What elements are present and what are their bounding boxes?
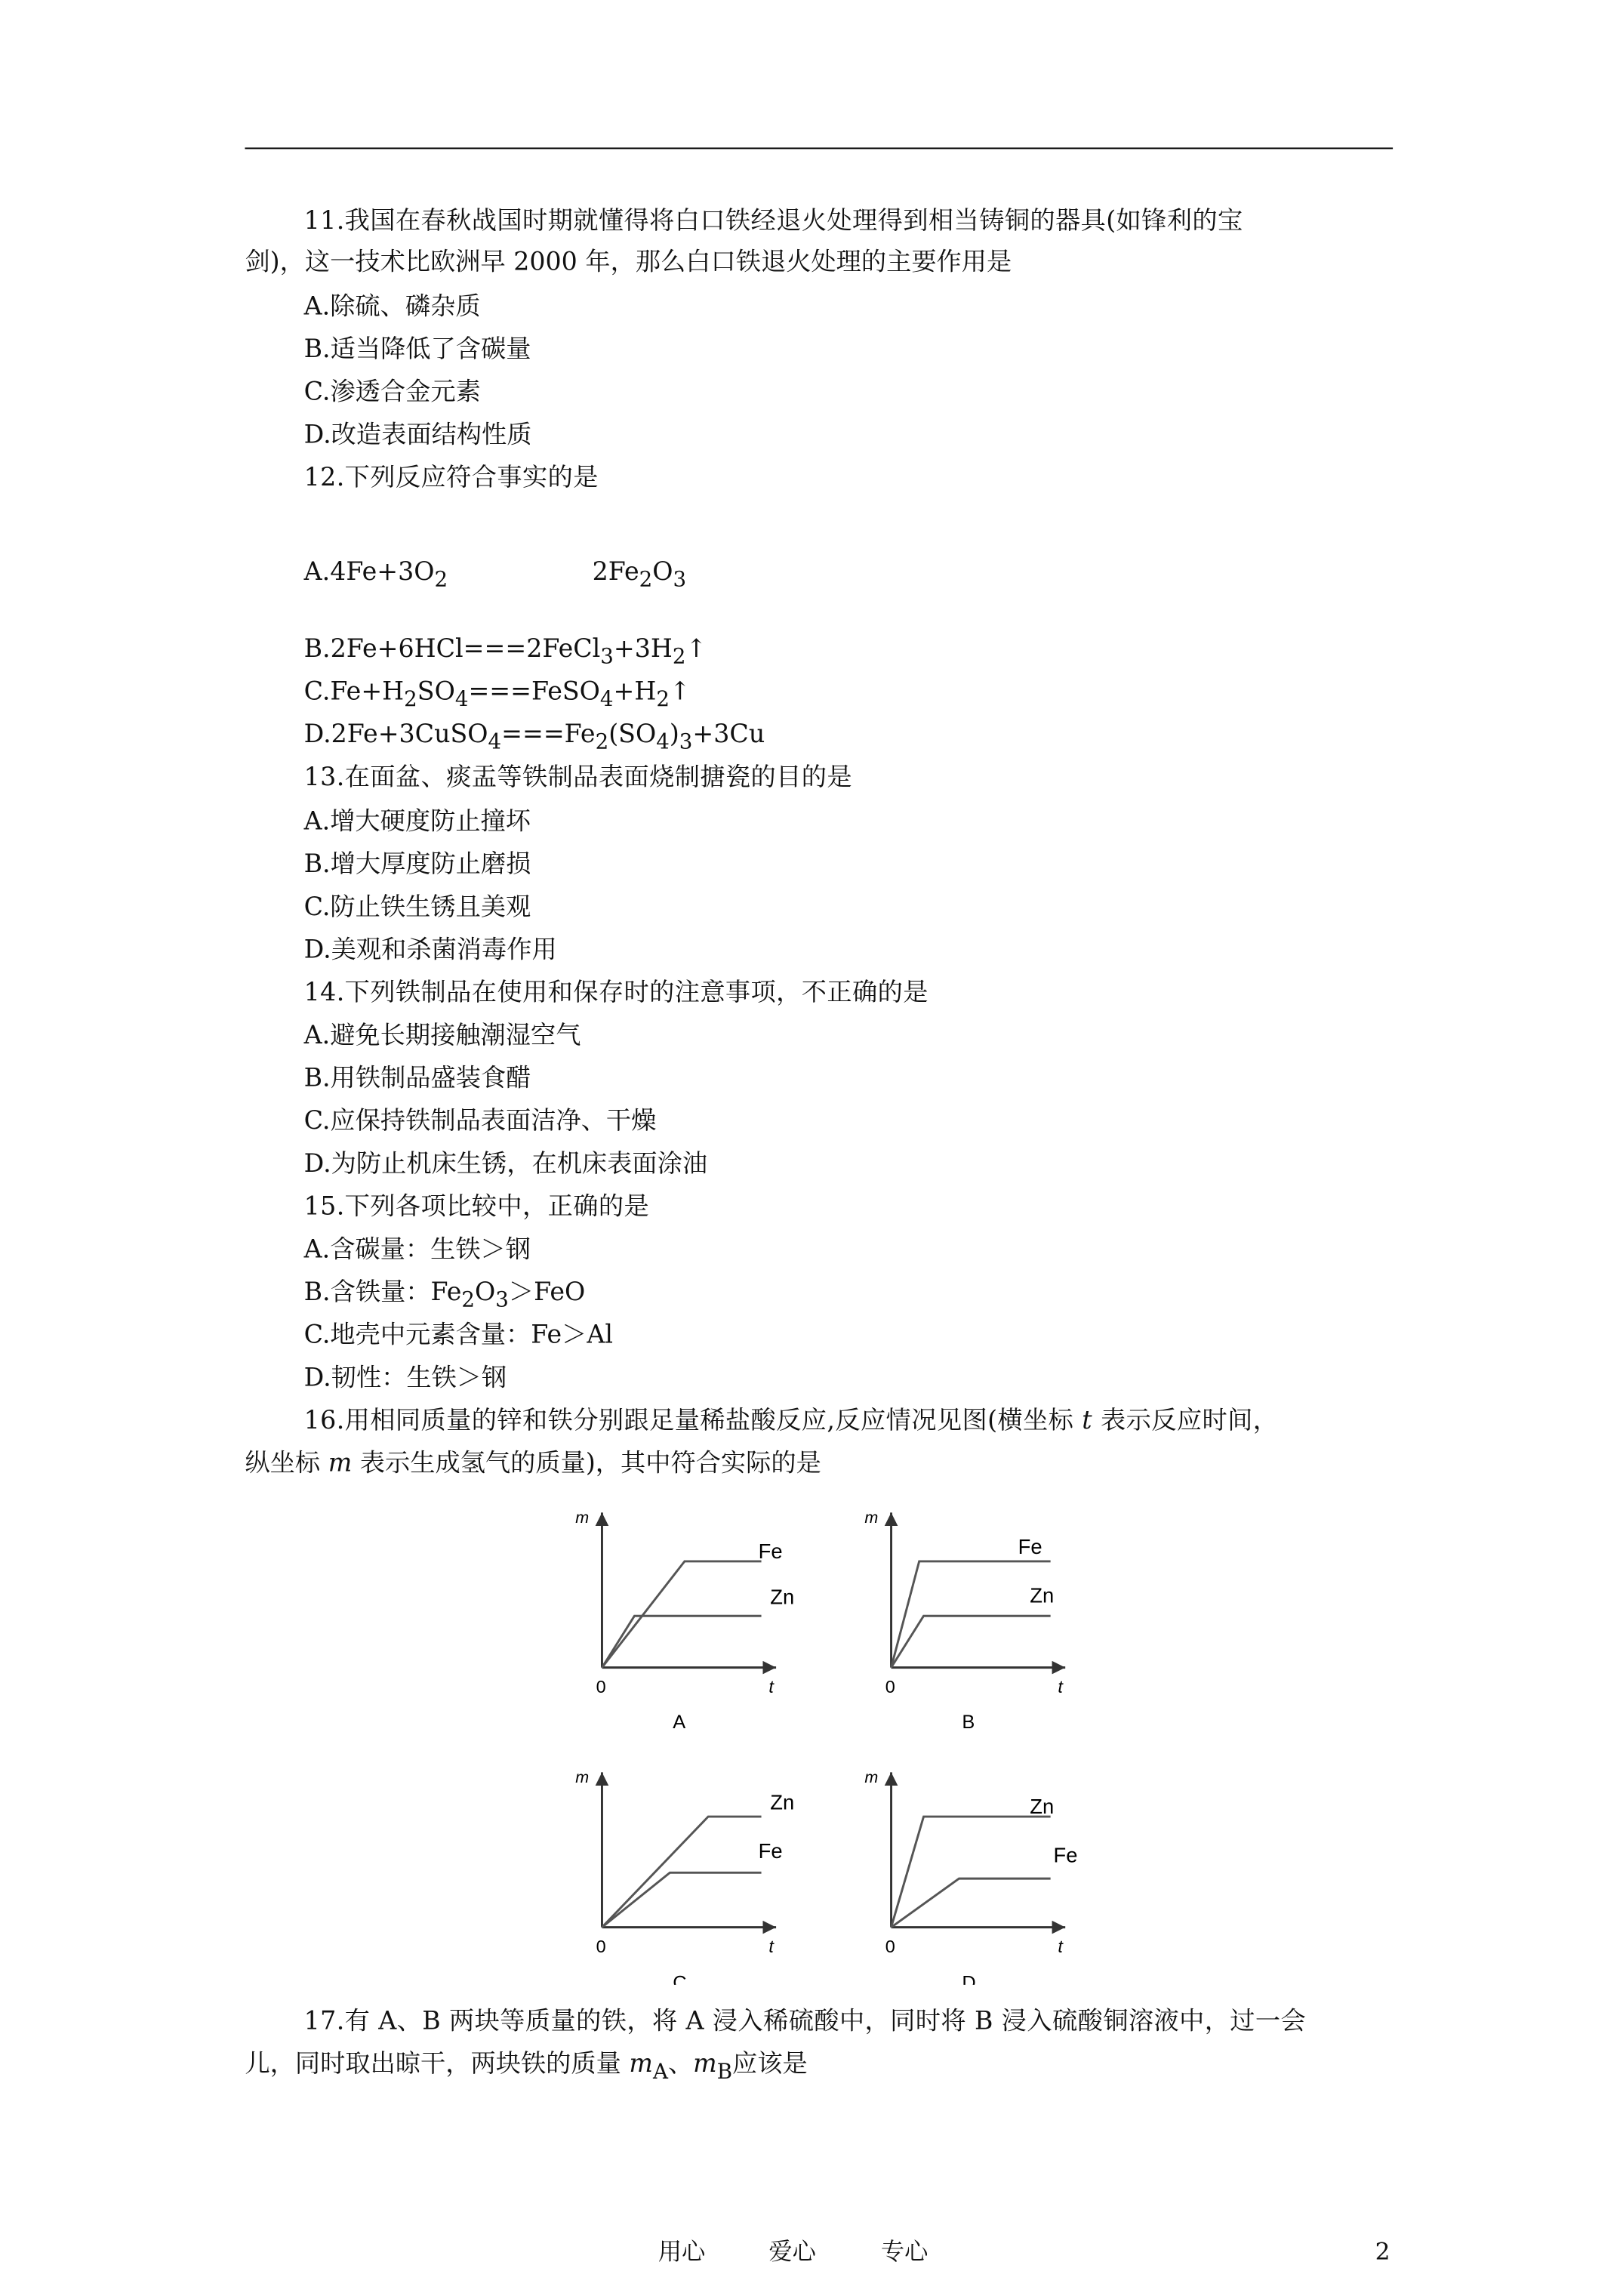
q14-option-c: C.应保持铁制品表面洁净、干燥 — [303, 1106, 657, 1136]
q11-option-c: C.渗透合金元素 — [303, 378, 481, 408]
gas-arrow-icon: ↑ — [669, 677, 691, 707]
upper-series-label: Fe — [758, 1539, 783, 1563]
curve-fe — [602, 1561, 761, 1668]
page-number: 2 — [1375, 2237, 1390, 2266]
q13-option-d: D.美观和杀菌消毒作用 — [303, 935, 557, 966]
q12-stem: 12.下列反应符合事实的是 — [303, 463, 599, 493]
q17-line1: 17.有 A、B 两块等质量的铁，将 A 浸入稀硫酸中，同时将 B 浸入硫酸铜溶液中，过一会 — [303, 2007, 1307, 2037]
reaction-graphs-svg — [561, 1498, 1092, 1985]
x-axis-label: t — [768, 1676, 774, 1697]
q12-option-b: $B.2Fe+6HCl===2FeCl_3+3H_2↑$ — [303, 634, 707, 670]
gas-arrow-icon: ↑ — [685, 634, 707, 664]
y-axis-label: m — [864, 1509, 879, 1527]
lower-series-label: Fe — [1053, 1843, 1078, 1867]
lower-series-label: Zn — [770, 1585, 795, 1609]
q14-option-d: D.为防止机床生锈，在机床表面涂油 — [303, 1149, 708, 1179]
curve-fe — [892, 1878, 1051, 1928]
y-axis-label: m — [575, 1509, 590, 1527]
q13-option-a: A.增大硬度防止撞坏 — [303, 807, 531, 837]
q11-line2: 剑)，这一技术比欧洲早 2000 年，那么白口铁退火处理的主要作用是 — [245, 248, 1012, 278]
q11-option-d: D.改造表面结构性质 — [303, 421, 532, 451]
origin-label: 0 — [885, 1676, 895, 1697]
curve-zn — [602, 1616, 761, 1667]
graph-panel-c — [575, 1768, 794, 1985]
q11-option-a: A.除硫、磷杂质 — [303, 291, 481, 322]
origin-label: 0 — [885, 1936, 895, 1956]
x-axis-label: t — [1058, 1676, 1063, 1697]
q14-option-b: B.用铁制品盛装食醋 — [303, 1064, 531, 1094]
graph-panel-b — [864, 1509, 1065, 1733]
footer-right: 专心 — [880, 2237, 929, 2266]
x-axis-label: t — [1058, 1936, 1063, 1956]
q16-line1: 16.用相同质量的锌和铁分别跟足量稀盐酸反应,反应情况见图(横坐标 t 表示反应时间， — [303, 1406, 1279, 1436]
q12-option-d: $D.2Fe+3CuSO_4===Fe_2(SO_4)_3+3Cu$ — [303, 720, 765, 755]
q15-option-b: B.含铁量：$Fe_2O_3>FeO$ — [303, 1277, 586, 1313]
reaction-graphs-figure — [561, 1498, 1092, 1985]
upper-series-label: Fe — [1018, 1535, 1042, 1559]
q13-stem: 13.在面盆、痰盂等铁制品表面烧制搪瓷的目的是 — [303, 763, 853, 793]
lower-series-label: Fe — [758, 1838, 783, 1863]
curve-fe — [602, 1872, 761, 1927]
q11-line1: 11.我国在春秋战国时期就懂得将白口铁经退火处理得到相当铸铜的器具(如锋利的宝 — [303, 206, 1243, 236]
panel-label: C — [673, 1972, 687, 1985]
q15-stem: 15.下列各项比较中，正确的是 — [303, 1192, 650, 1222]
upper-series-label: Zn — [1030, 1795, 1055, 1819]
curve-fe — [892, 1561, 1051, 1668]
lower-series-label: Zn — [1030, 1583, 1055, 1607]
graph-panel-a — [575, 1509, 794, 1733]
q14-option-a: A.避免长期接触潮湿空气 — [303, 1021, 581, 1051]
graph-panel-d — [864, 1768, 1077, 1985]
origin-label: 0 — [596, 1676, 606, 1697]
panel-label: B — [962, 1711, 975, 1733]
q13-option-b: B.增大厚度防止磨损 — [303, 849, 531, 880]
q12-option-c: $C.Fe+H_2SO_4===FeSO_4+H_2↑$ — [303, 677, 691, 712]
y-axis-label: m — [575, 1768, 590, 1787]
panel-label: D — [962, 1972, 976, 1985]
q17-line2: 儿，同时取出晾干，两块铁的质量 $m_A$、$m_B$应该是 — [245, 2049, 808, 2085]
q12-option-a: $A.4Fe+3O_2$ $2Fe_2O_3$ — [303, 557, 687, 593]
q13-option-c: C.防止铁生锈且美观 — [303, 892, 531, 923]
q15-option-c: C.地壳中元素含量：Fe＞Al — [303, 1321, 614, 1351]
footer-left: 用心 — [658, 2237, 706, 2266]
q15-option-a: A.含碳量：生铁＞钢 — [303, 1234, 531, 1265]
y-axis-label: m — [864, 1768, 879, 1787]
header-rule — [245, 147, 1393, 149]
x-axis-label: t — [768, 1936, 774, 1956]
q11-option-b: B.适当降低了含碳量 — [303, 334, 531, 365]
q15-option-d: D.韧性：生铁＞钢 — [303, 1363, 507, 1394]
footer-middle: 爱心 — [768, 2237, 816, 2266]
curve-zn — [892, 1616, 1051, 1667]
origin-label: 0 — [596, 1936, 606, 1956]
panel-label: A — [673, 1711, 686, 1733]
upper-series-label: Zn — [770, 1790, 795, 1814]
q14-stem: 14.下列铁制品在使用和保存时的注意事项，不正确的是 — [303, 978, 929, 1008]
q16-line2: 纵坐标 m 表示生成氢气的质量)，其中符合实际的是 — [245, 1449, 821, 1479]
